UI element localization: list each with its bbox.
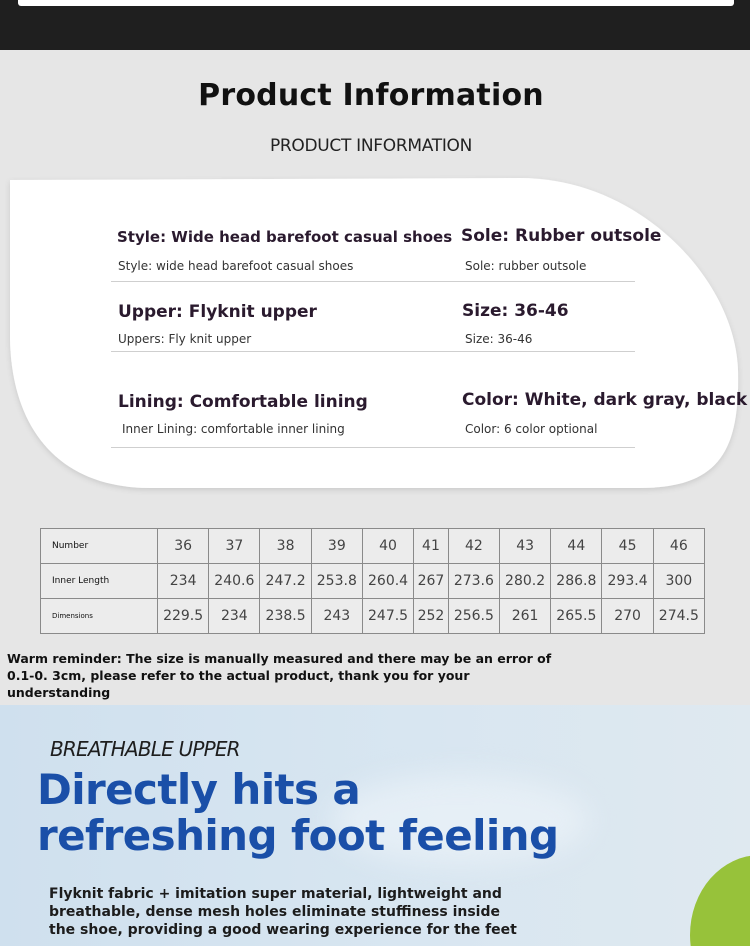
info-sole-main: Sole: Rubber outsole	[461, 226, 662, 246]
table-cell: 270	[602, 599, 653, 634]
page-subtitle: PRODUCT INFORMATION	[269, 136, 473, 156]
feature-headline: Directly hits a refreshing foot feeling	[37, 765, 559, 860]
feature-body: Flyknit fabric + imitation super material, lightweight and breathable, dense mesh holes eliminate stuffiness inside the shoe, providing a good wearing experience for the feet	[49, 886, 517, 938]
row-header: Inner Length	[41, 564, 158, 599]
table-cell: 36	[158, 529, 209, 564]
table-row	[41, 599, 705, 634]
table-cell: 38	[260, 529, 311, 564]
table-cell: 256.5	[448, 599, 499, 634]
table-cell: 265.5	[551, 599, 602, 634]
table-cell: 240.6	[209, 564, 260, 599]
table-cell: 273.6	[448, 564, 499, 599]
top-white-strip	[18, 0, 734, 6]
info-style-sub: Style: wide head barefoot casual shoes	[118, 259, 354, 273]
table-cell: 43	[499, 529, 550, 564]
warm-reminder: Warm reminder: The size is manually measured and there may be an error of 0.1-0. 3cm, please refer to the actual product, thank you for your understanding	[7, 651, 552, 700]
size-table	[40, 528, 705, 634]
table-cell: 260.4	[362, 564, 413, 599]
table-cell: 229.5	[158, 599, 209, 634]
table-cell: 46	[653, 529, 704, 564]
table-cell: 274.5	[653, 599, 704, 634]
info-style-main: Style: Wide head barefoot casual shoes	[117, 228, 453, 246]
info-sole-sub: Sole: rubber outsole	[465, 259, 587, 273]
table-cell: 300	[653, 564, 704, 599]
info-size-main: Size: 36-46	[462, 301, 569, 321]
table-cell: 40	[362, 529, 413, 564]
table-cell: 280.2	[499, 564, 550, 599]
info-divider	[111, 351, 635, 352]
info-upper-main: Upper: Flyknit upper	[118, 302, 317, 322]
table-cell: 247.5	[362, 599, 413, 634]
table-cell: 293.4	[602, 564, 653, 599]
table-cell: 42	[448, 529, 499, 564]
table-cell: 41	[414, 529, 449, 564]
table-row	[41, 564, 705, 599]
info-card-shape	[0, 170, 750, 500]
table-cell: 238.5	[260, 599, 311, 634]
table-cell: 39	[311, 529, 362, 564]
table-cell: 261	[499, 599, 550, 634]
info-color-sub: Color: 6 color optional	[465, 422, 598, 436]
row-header: Dimensions	[41, 599, 158, 634]
table-cell: 234	[158, 564, 209, 599]
row-header: Number	[41, 529, 158, 564]
info-upper-sub: Uppers: Fly knit upper	[118, 332, 252, 346]
table-cell: 252	[414, 599, 449, 634]
table-cell: 253.8	[311, 564, 362, 599]
table-cell: 267	[414, 564, 449, 599]
table-cell: 243	[311, 599, 362, 634]
top-dark-band	[0, 0, 750, 50]
table-cell: 44	[551, 529, 602, 564]
info-divider	[111, 281, 635, 282]
info-lining-sub: Inner Lining: comfortable inner lining	[122, 422, 345, 436]
table-cell: 247.2	[260, 564, 311, 599]
feature-label: BREATHABLE UPPER	[50, 737, 240, 761]
green-ball-decoration	[690, 855, 750, 946]
table-row	[41, 529, 705, 564]
table-cell: 45	[602, 529, 653, 564]
table-cell: 234	[209, 599, 260, 634]
info-lining-main: Lining: Comfortable lining	[118, 392, 368, 412]
info-divider	[111, 447, 635, 448]
info-size-sub: Size: 36-46	[465, 332, 533, 346]
page-title: Product Information	[198, 78, 544, 113]
info-color-main: Color: White, dark gray, black	[462, 390, 748, 410]
table-cell: 286.8	[551, 564, 602, 599]
table-cell: 37	[209, 529, 260, 564]
feature-section	[0, 705, 750, 946]
